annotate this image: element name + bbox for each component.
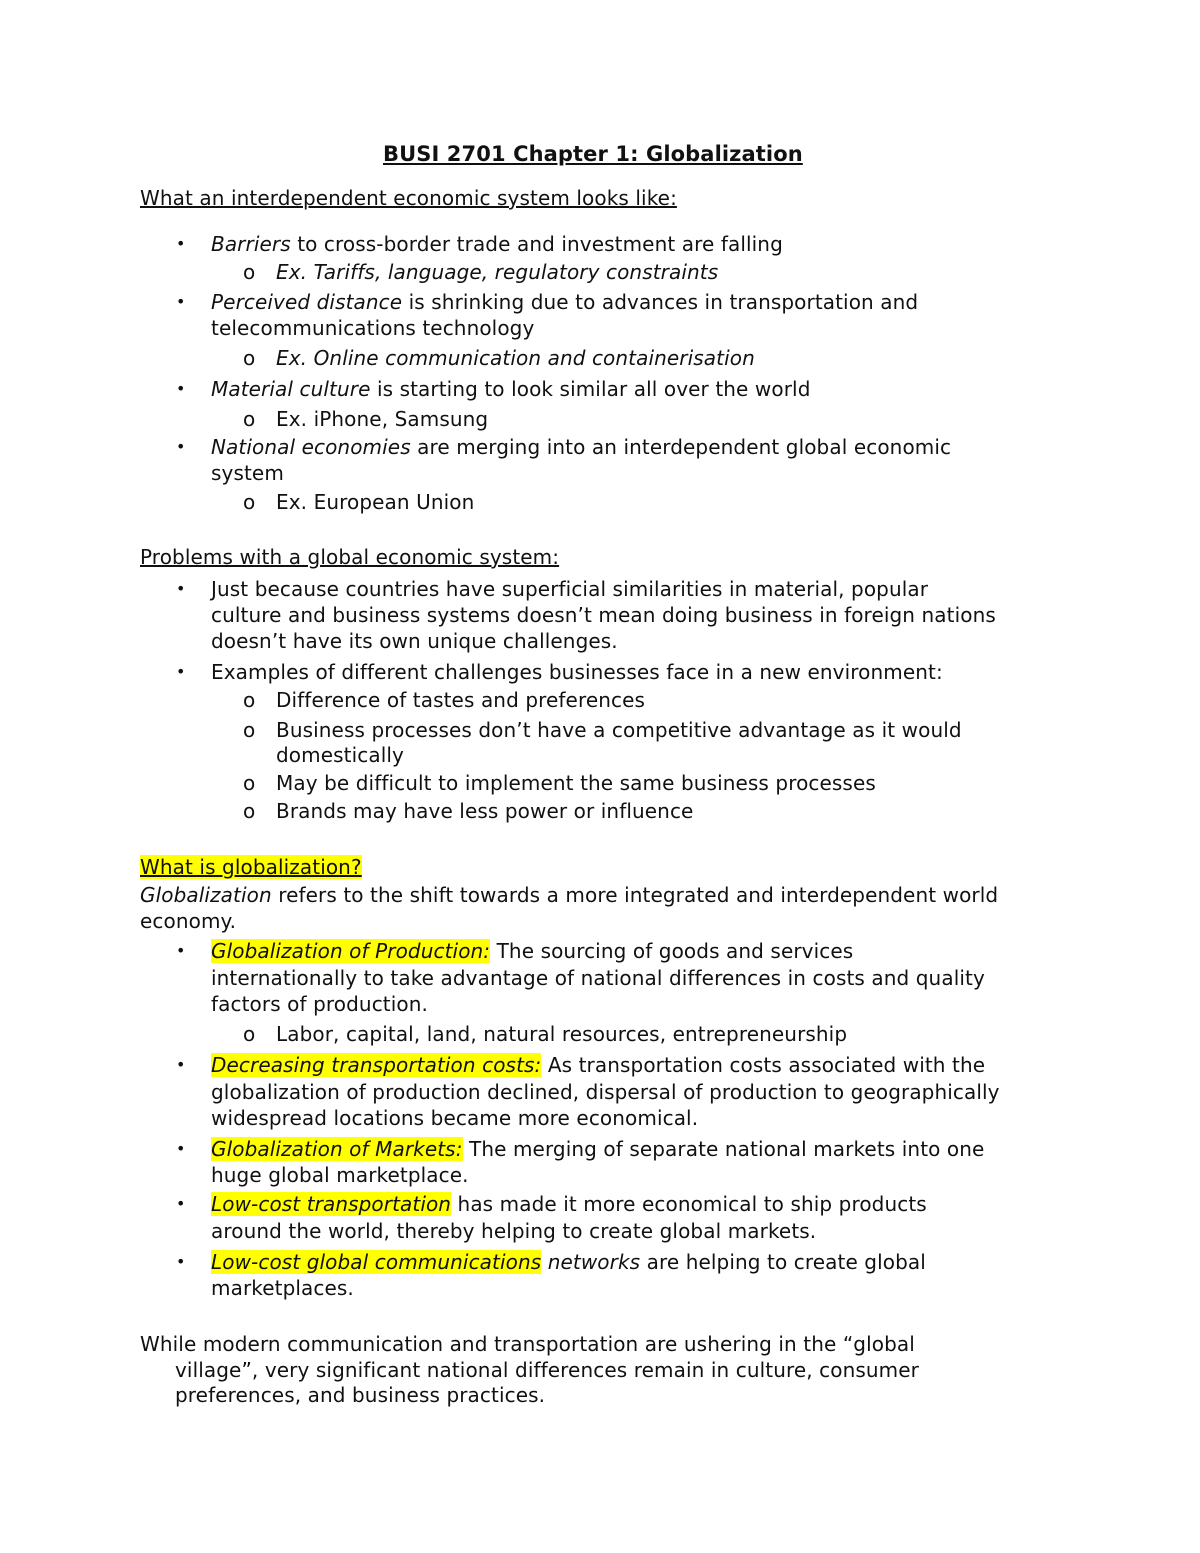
list-item-continuation: internationally to take advantage of national differences in costs and quality (211, 966, 985, 990)
sub-list-item: Ex. European Union (276, 490, 475, 514)
list-item-text: The sourcing of goods and services (490, 939, 854, 963)
sub-bullet-glyph: o (243, 1022, 256, 1046)
sub-bullet-glyph: o (243, 718, 256, 742)
highlighted-term: Decreasing transportation costs: (211, 1053, 542, 1077)
sub-bullet-glyph: o (243, 490, 256, 514)
sub-list-item: Difference of tastes and preferences (276, 688, 646, 712)
sub-list-item: Labor, capital, land, natural resources, entrepreneurship (276, 1022, 848, 1046)
emphasis-term: networks (541, 1250, 641, 1274)
bullet-glyph: • (176, 1139, 186, 1158)
bullet-glyph: • (176, 1055, 186, 1074)
highlighted-heading: What is globalization? (140, 855, 362, 879)
list-item-continuation: widespread locations became more economical. (211, 1106, 699, 1130)
sub-bullet-glyph: o (243, 346, 256, 370)
sub-bullet-glyph: o (243, 799, 256, 823)
list-item (211, 231, 783, 257)
sub-bullet-glyph: o (243, 688, 256, 712)
definition-continuation: economy. (140, 909, 237, 933)
page-title: BUSI 2701 Chapter 1: Globalization (383, 142, 803, 166)
list-item (211, 938, 853, 964)
bullet-glyph: • (176, 437, 186, 456)
emphasis-term: Perceived distance (211, 290, 403, 314)
bullet-glyph: • (176, 292, 186, 311)
sub-list-item: May be difficult to implement the same business processes (276, 771, 876, 795)
sub-list-item-continuation: domestically (276, 743, 404, 767)
list-item (211, 1136, 984, 1162)
emphasis-term: Material culture (211, 377, 371, 401)
list-item (211, 1052, 985, 1078)
sub-bullet-glyph: o (243, 407, 256, 431)
section-heading-problems: Problems with a global economic system: (140, 545, 560, 569)
sub-list-item: Ex. Tariffs, language, regulatory constraints (276, 260, 719, 284)
list-item-text: are helping to create global (640, 1250, 926, 1274)
list-item-text: is starting to look similar all over the world (370, 377, 811, 401)
definition-rest: refers to the shift towards a more integrated and interdependent world (271, 883, 999, 907)
sub-bullet-glyph: o (243, 771, 256, 795)
list-item-continuation: system (211, 461, 284, 485)
emphasis-term: Barriers (211, 232, 291, 256)
sub-list-item: Business processes don’t have a competitive advantage as it would (276, 718, 962, 742)
closing-paragraph-line: preferences, and business practices. (175, 1383, 546, 1407)
list-item (211, 1249, 926, 1275)
bullet-glyph: • (176, 941, 186, 960)
list-item-continuation: huge global marketplace. (211, 1163, 469, 1187)
sub-bullet-glyph: o (243, 260, 256, 284)
list-item-text: to cross-border trade and investment are falling (290, 232, 783, 256)
bullet-glyph: • (176, 1194, 186, 1213)
list-item (211, 376, 811, 402)
list-item-continuation: culture and business systems doesn’t mean doing business in foreign nations (211, 603, 996, 627)
bullet-glyph: • (176, 379, 186, 398)
list-item-continuation: telecommunications technology (211, 316, 535, 340)
emphasis-term: National economies (211, 435, 411, 459)
list-item-continuation: globalization of production declined, dispersal of production to geographically (211, 1080, 1000, 1104)
sub-list-item: Brands may have less power or influence (276, 799, 694, 823)
bullet-glyph: • (176, 1252, 186, 1271)
list-item-text: As transportation costs associated with the (541, 1053, 986, 1077)
list-item-text: is shrinking due to advances in transportation and (402, 290, 919, 314)
list-item-text: The merging of separate national markets into one (462, 1137, 985, 1161)
list-item-continuation: around the world, thereby helping to create global markets. (211, 1219, 817, 1243)
list-item (211, 289, 918, 315)
list-item-continuation: doesn’t have its own unique challenges. (211, 629, 618, 653)
highlighted-term: Low-cost global communications (211, 1250, 542, 1274)
list-item (211, 434, 951, 460)
definition-text (140, 882, 998, 908)
bullet-glyph: • (176, 234, 186, 253)
highlighted-term: Low-cost transportation (211, 1192, 452, 1216)
list-item-text: are merging into an interdependent global economic (410, 435, 952, 459)
bullet-glyph: • (176, 662, 186, 681)
bullet-glyph: • (176, 579, 186, 598)
list-item (211, 1191, 927, 1217)
list-item-text: has made it more economical to ship products (451, 1192, 927, 1216)
closing-paragraph-line: village”, very significant national differences remain in culture, consumer (175, 1358, 919, 1382)
sub-list-item: Ex. iPhone, Samsung (276, 407, 489, 431)
list-item-continuation: factors of production. (211, 992, 428, 1016)
section-heading-interdependent: What an interdependent economic system looks like: (140, 186, 677, 210)
section-heading-globalization (140, 854, 362, 880)
emphasis-term: Globalization (140, 883, 272, 907)
sub-list-item: Ex. Online communication and containerisation (276, 346, 755, 370)
list-item-continuation: marketplaces. (211, 1276, 354, 1300)
highlighted-term: Globalization of Production: (211, 939, 491, 963)
list-item: Just because countries have superficial similarities in material, popular (211, 577, 929, 601)
closing-paragraph-line: While modern communication and transportation are ushering in the “global (140, 1332, 915, 1356)
list-item: Examples of different challenges businesses face in a new environment: (211, 660, 943, 684)
highlighted-term: Globalization of Markets: (211, 1137, 463, 1161)
